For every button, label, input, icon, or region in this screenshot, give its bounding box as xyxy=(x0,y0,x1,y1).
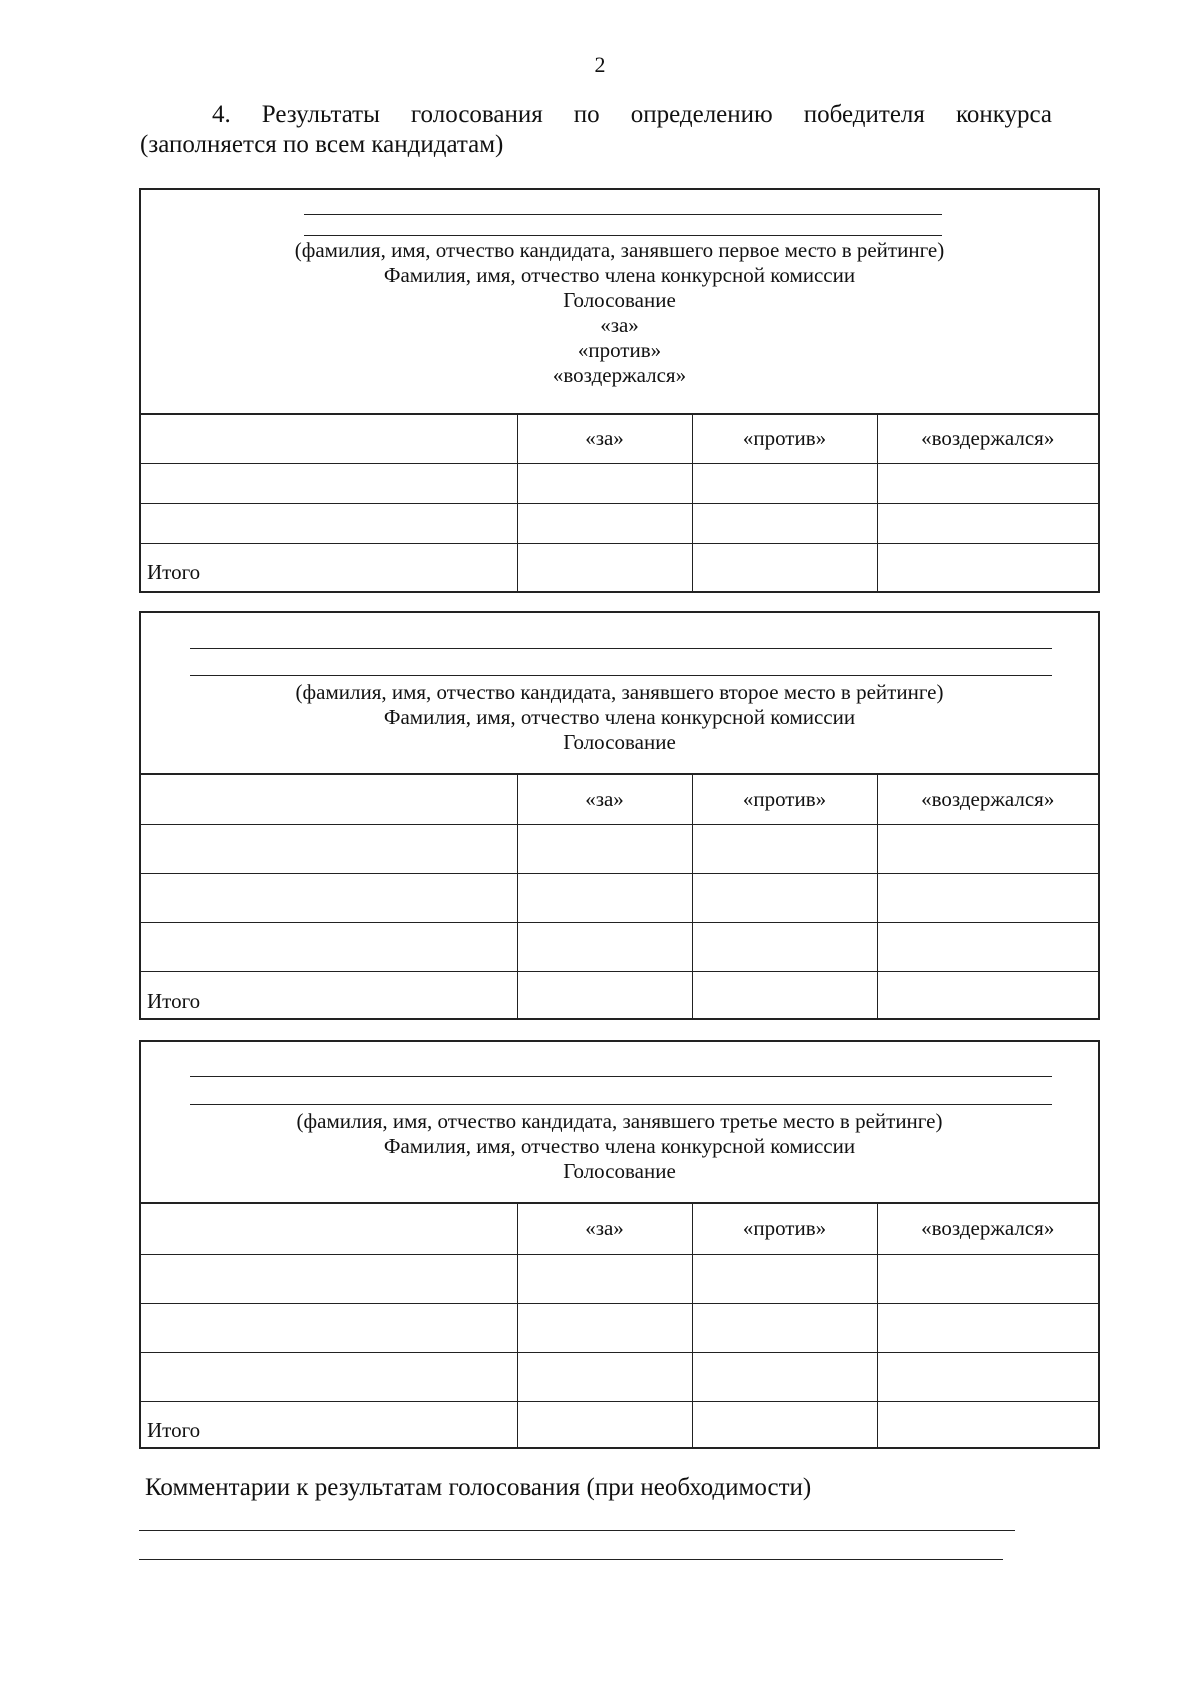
table-row xyxy=(141,873,1098,922)
member-name-cell[interactable] xyxy=(141,1352,517,1401)
vote-abstained-cell[interactable] xyxy=(877,1254,1098,1303)
vote-option-for: «за» xyxy=(600,313,639,337)
table-row xyxy=(141,463,1098,503)
vote-for-cell[interactable] xyxy=(517,922,692,971)
candidate-name-line[interactable] xyxy=(190,675,1052,676)
comments-label: Комментарии к результатам голосования (при необходимости) xyxy=(145,1474,812,1501)
total-abstained-cell[interactable] xyxy=(877,1401,1098,1449)
total-label: Итого xyxy=(141,543,517,591)
total-for-cell[interactable] xyxy=(517,971,692,1020)
vote-for-cell[interactable] xyxy=(517,1352,692,1401)
member-name-cell[interactable] xyxy=(141,873,517,922)
second-place-header xyxy=(141,613,1098,775)
candidate-name-line[interactable] xyxy=(190,1104,1052,1105)
total-row xyxy=(141,971,1098,1020)
comment-line[interactable] xyxy=(139,1530,1015,1531)
vote-abstained-cell[interactable] xyxy=(877,1352,1098,1401)
candidate-name-line[interactable] xyxy=(304,235,942,236)
total-abstained-cell[interactable] xyxy=(877,971,1098,1020)
total-label: Итого xyxy=(141,971,517,1020)
vote-against-cell[interactable] xyxy=(692,824,877,873)
votes-table xyxy=(141,775,1098,1020)
column-header-against: «против» xyxy=(692,415,877,463)
vote-abstained-cell[interactable] xyxy=(877,922,1098,971)
candidate-name-line[interactable] xyxy=(190,648,1052,649)
vote-against-cell[interactable] xyxy=(692,1303,877,1352)
member-name-cell[interactable] xyxy=(141,503,517,543)
member-name-cell[interactable] xyxy=(141,824,517,873)
column-header-abstained: «воздержался» xyxy=(877,415,1098,463)
vote-against-cell[interactable] xyxy=(692,463,877,503)
member-column-header xyxy=(141,415,517,463)
total-against-cell[interactable] xyxy=(692,1401,877,1449)
section-heading-line2: (заполняется по всем кандидатам) xyxy=(140,131,504,158)
column-header-against: «против» xyxy=(692,1204,877,1254)
table-row xyxy=(141,1352,1098,1401)
vote-abstained-cell[interactable] xyxy=(877,463,1098,503)
vote-option-abstained: «воздержался» xyxy=(552,363,687,387)
total-abstained-cell[interactable] xyxy=(877,543,1098,591)
member-column-header xyxy=(141,1204,517,1254)
total-against-cell[interactable] xyxy=(692,543,877,591)
votes-table xyxy=(141,1204,1098,1449)
total-for-cell[interactable] xyxy=(517,543,692,591)
column-header-abstained: «воздержался» xyxy=(877,1204,1098,1254)
total-row xyxy=(141,1401,1098,1449)
total-against-cell[interactable] xyxy=(692,971,877,1020)
vote-for-cell[interactable] xyxy=(517,503,692,543)
comment-line[interactable] xyxy=(139,1559,1003,1560)
vote-abstained-cell[interactable] xyxy=(877,503,1098,543)
vote-option-against: «против» xyxy=(577,338,662,362)
member-column-header xyxy=(141,775,517,824)
column-header-for: «за» xyxy=(517,1204,692,1254)
table-row xyxy=(141,503,1098,543)
table-row xyxy=(141,824,1098,873)
third-place-voting-block xyxy=(139,1040,1100,1449)
member-name-cell[interactable] xyxy=(141,922,517,971)
vote-against-cell[interactable] xyxy=(692,873,877,922)
table-row xyxy=(141,922,1098,971)
voting-label: Голосование xyxy=(563,730,676,754)
voting-label: Голосование xyxy=(563,288,676,312)
member-label: Фамилия, имя, отчество члена конкурсной комиссии xyxy=(383,263,856,287)
votes-table xyxy=(141,415,1098,591)
candidate-name-line[interactable] xyxy=(190,1076,1052,1077)
total-label: Итого xyxy=(141,1401,517,1449)
member-name-cell[interactable] xyxy=(141,1303,517,1352)
member-label: Фамилия, имя, отчество члена конкурсной комиссии xyxy=(383,1134,856,1158)
candidate-caption: (фамилия, имя, отчество кандидата, занявшего третье место в рейтинге) xyxy=(296,1109,943,1133)
column-header-against: «против» xyxy=(692,775,877,824)
total-for-cell[interactable] xyxy=(517,1401,692,1449)
column-header-for: «за» xyxy=(517,415,692,463)
vote-against-cell[interactable] xyxy=(692,922,877,971)
candidate-caption: (фамилия, имя, отчество кандидата, занявшего первое место в рейтинге) xyxy=(294,238,945,262)
third-place-header xyxy=(141,1042,1098,1204)
vote-for-cell[interactable] xyxy=(517,873,692,922)
member-label: Фамилия, имя, отчество члена конкурсной комиссии xyxy=(383,705,856,729)
vote-abstained-cell[interactable] xyxy=(877,873,1098,922)
vote-abstained-cell[interactable] xyxy=(877,1303,1098,1352)
section-heading-line1: 4. Результаты голосования по определению победителя конкурса xyxy=(212,101,1052,128)
vote-for-cell[interactable] xyxy=(517,1254,692,1303)
second-place-voting-block xyxy=(139,611,1100,1020)
vote-for-cell[interactable] xyxy=(517,1303,692,1352)
vote-against-cell[interactable] xyxy=(692,1254,877,1303)
vote-for-cell[interactable] xyxy=(517,463,692,503)
vote-against-cell[interactable] xyxy=(692,1352,877,1401)
column-header-abstained: «воздержался» xyxy=(877,775,1098,824)
member-name-cell[interactable] xyxy=(141,1254,517,1303)
column-header-for: «за» xyxy=(517,775,692,824)
table-row xyxy=(141,1254,1098,1303)
candidate-caption: (фамилия, имя, отчество кандидата, занявшего второе место в рейтинге) xyxy=(295,680,944,704)
section-heading xyxy=(140,100,1052,160)
table-row xyxy=(141,1303,1098,1352)
vote-abstained-cell[interactable] xyxy=(877,824,1098,873)
first-place-header xyxy=(141,190,1098,415)
first-place-voting-block xyxy=(139,188,1100,593)
total-row xyxy=(141,543,1098,591)
voting-label: Голосование xyxy=(563,1159,676,1183)
vote-against-cell[interactable] xyxy=(692,503,877,543)
candidate-name-line[interactable] xyxy=(304,214,942,215)
member-name-cell[interactable] xyxy=(141,463,517,503)
vote-for-cell[interactable] xyxy=(517,824,692,873)
page-number: 2 xyxy=(594,52,606,77)
